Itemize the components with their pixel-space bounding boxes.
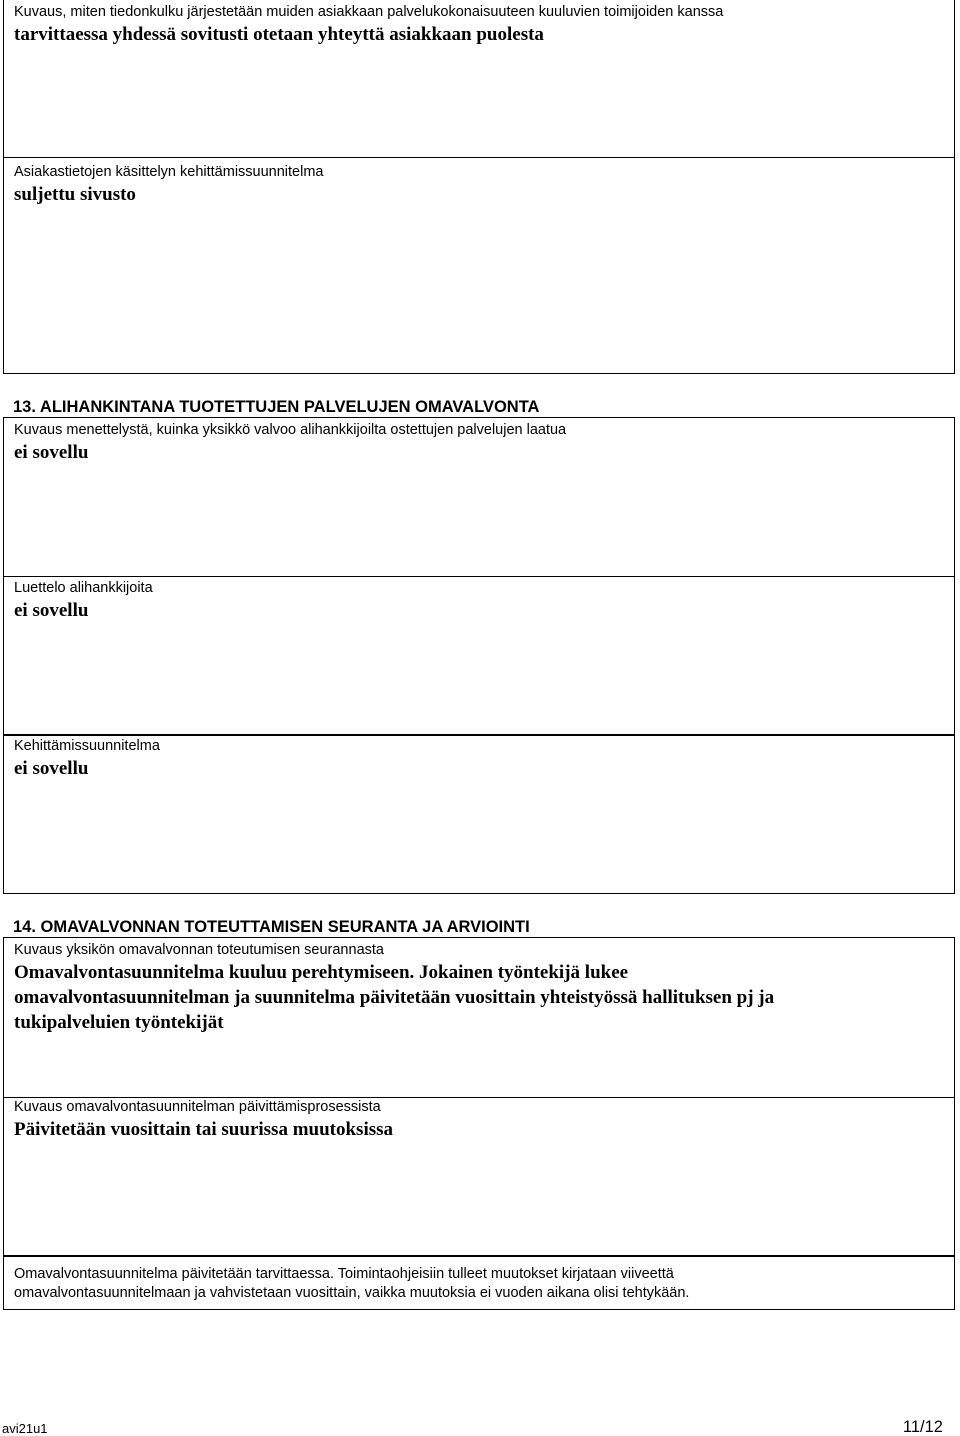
update-process-label: Kuvaus omavalvontasuunnitelman päivittämisprosessista bbox=[14, 1099, 381, 1115]
implementation-monitoring-box bbox=[3, 937, 955, 1098]
section-14-heading: 14. OMAVALVONNAN TOTEUTTAMISEN SEURANTA JA ARVIOINTI bbox=[13, 918, 530, 936]
implementation-monitoring-answer-line: tukipalveluien työntekijät bbox=[14, 1012, 224, 1033]
quality-monitoring-answer: ei sovellu bbox=[14, 442, 89, 463]
document-code: avi21u1 bbox=[2, 1421, 48, 1436]
client-data-plan-box bbox=[3, 157, 955, 374]
update-note-box bbox=[3, 1255, 955, 1310]
client-data-plan-answer: suljettu sivusto bbox=[14, 184, 136, 205]
implementation-monitoring-label: Kuvaus yksikön omavalvonnan toteutumisen seurannasta bbox=[14, 942, 384, 958]
update-note-line: Omavalvontasuunnitelma päivitetään tarvittaessa. Toimintaohjeisiin tulleet muutokset kirjataan viiveettä bbox=[14, 1266, 674, 1282]
subcontractor-list-label: Luettelo alihankkijoita bbox=[14, 580, 153, 596]
quality-monitoring-box bbox=[3, 417, 955, 577]
coordination-label: Kuvaus, miten tiedonkulku järjestetään muiden asiakkaan palvelukokonaisuuteen kuuluvien toimijoiden kanssa bbox=[14, 4, 724, 20]
section-13-heading: 13. ALIHANKINTANA TUOTETTUJEN PALVELUJEN OMAVALVONTA bbox=[13, 398, 540, 416]
update-process-box bbox=[3, 1096, 955, 1257]
client-data-plan-label: Asiakastietojen käsittelyn kehittämissuunnitelma bbox=[14, 164, 324, 180]
update-process-answer: Päivitetään vuosittain tai suurissa muutoksissa bbox=[14, 1119, 394, 1140]
page-number: 11/12 bbox=[902, 1418, 943, 1436]
subcontracting-development-plan-answer: ei sovellu bbox=[14, 758, 89, 779]
coordination-answer: tarvittaessa yhdessä sovitusti otetaan yhteyttä asiakkaan puolesta bbox=[14, 24, 544, 45]
subcontractor-list-box bbox=[3, 576, 955, 736]
subcontracting-development-plan-box bbox=[3, 734, 955, 894]
subcontracting-development-plan-label: Kehittämissuunnitelma bbox=[14, 738, 160, 754]
quality-monitoring-label: Kuvaus menettelystä, kuinka yksikkö valvoo alihankkijoilta ostettujen palvelujen laatua bbox=[14, 422, 567, 438]
update-note-line: omavalvontasuunnitelmaan ja vahvistetaan vuosittain, vaikka muutoksia ei vuoden aikana olisi tehtykään. bbox=[14, 1284, 690, 1301]
implementation-monitoring-answer-line: Omavalvontasuunnitelma kuuluu perehtymiseen. Jokainen työntekijä lukee bbox=[14, 962, 629, 983]
implementation-monitoring-answer-line: omavalvontasuunnitelman ja suunnitelma päivitetään vuosittain yhteistyössä hallituksen pj ja bbox=[14, 987, 775, 1008]
subcontractor-list-answer: ei sovellu bbox=[14, 600, 89, 621]
